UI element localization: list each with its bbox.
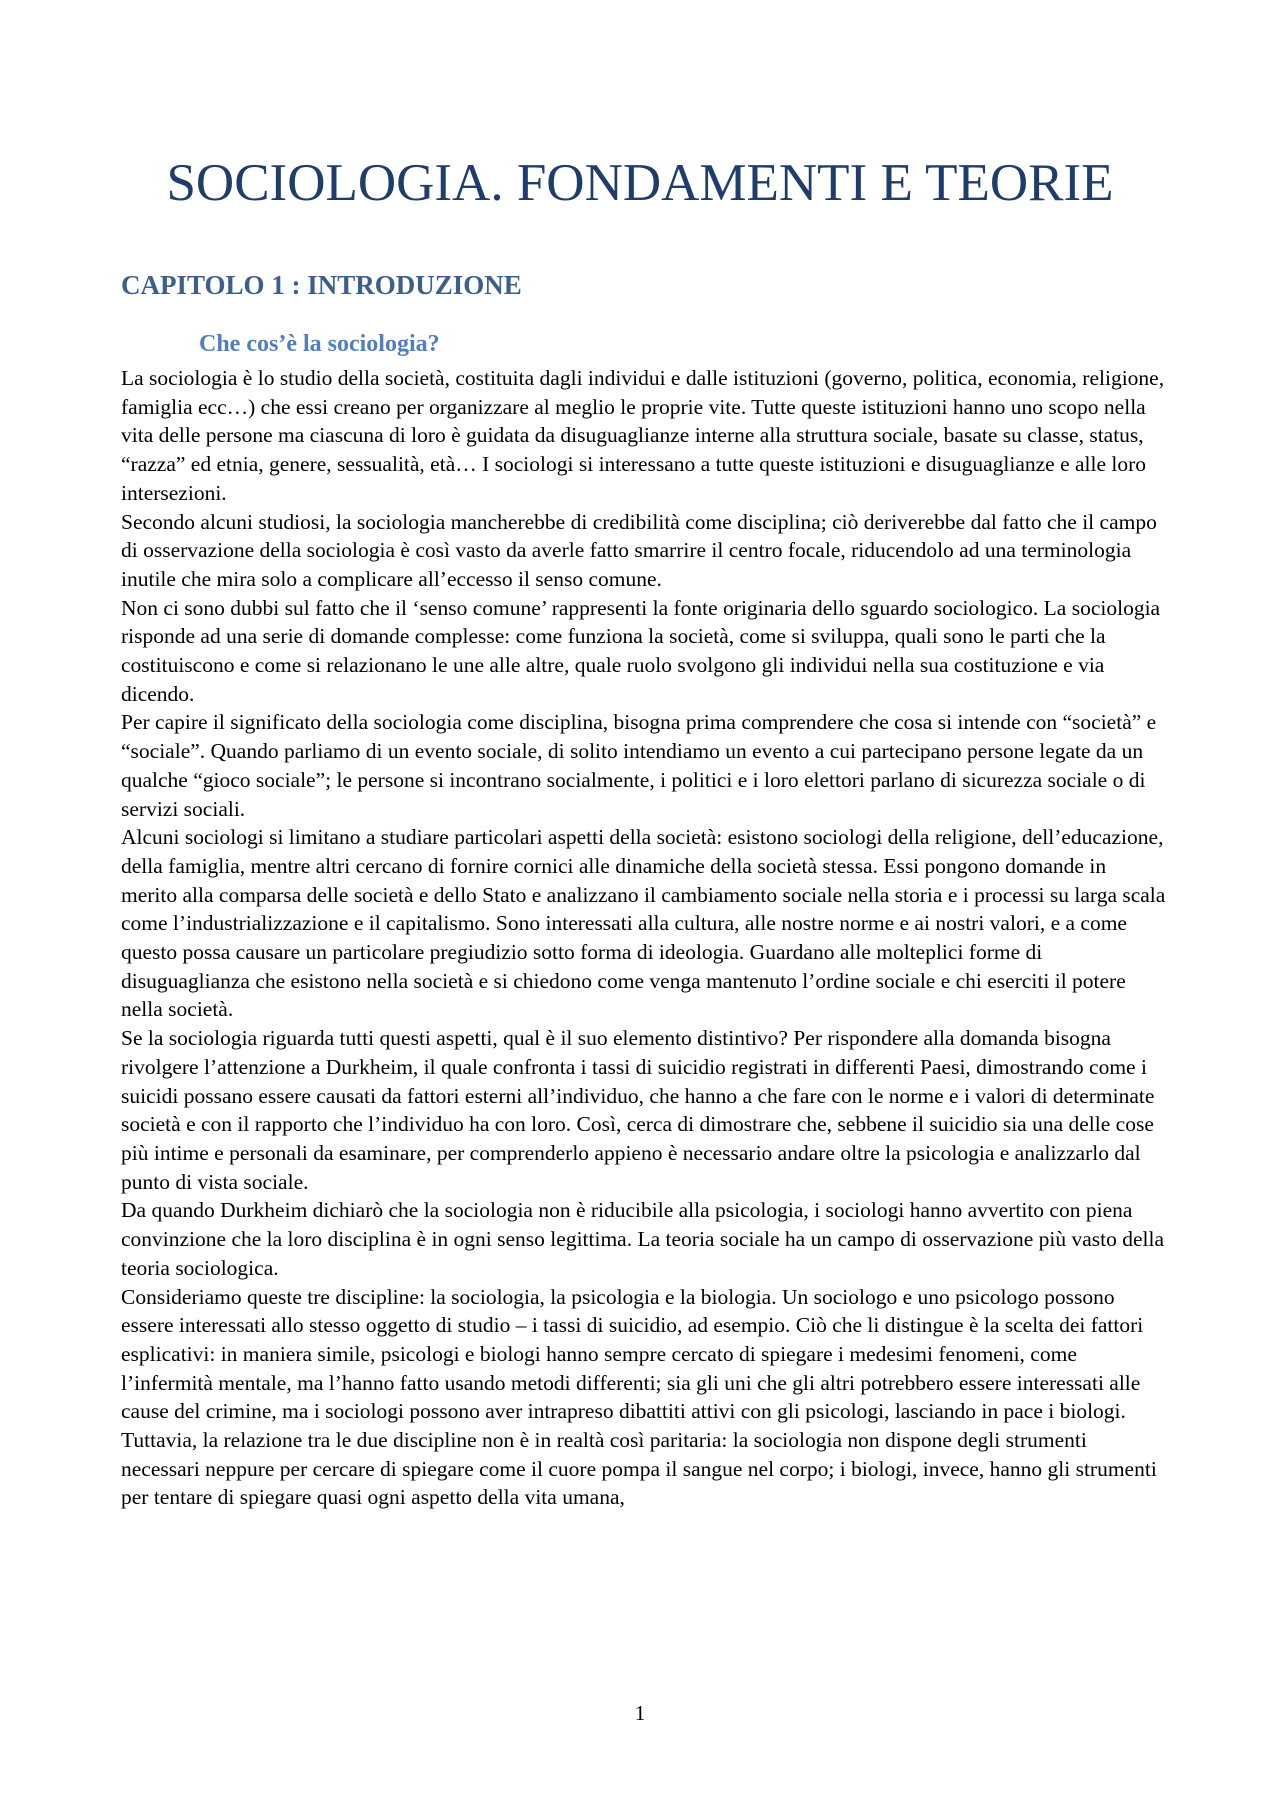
chapter-heading: CAPITOLO 1 : INTRODUZIONE: [121, 270, 522, 300]
body-text: [121, 364, 1166, 1512]
paragraph: Non ci sono dubbi sul fatto che il ‘senso comune’ rappresenti la fonte originaria dello sguardo sociologico. La sociologia risponde ad una serie di domande complesse: come funziona la società, come si sviluppa, quali sono le parti che la costituiscono e come si relazionano le une alle altre, quale ruolo svolgono gli individui nella sua costituzione e via dicendo.: [121, 595, 1161, 706]
document-title: SOCIOLOGIA. FONDAMENTI E TEORIE: [166, 154, 1114, 212]
paragraph: Da quando Durkheim dichiarò che la sociologia non è riducibile alla psicologia, i sociologi hanno avvertito con piena convinzione che la loro disciplina è in ogni senso legittima. La teoria sociale ha un campo di osservazione più vasto della teoria sociologica.: [121, 1198, 1165, 1280]
page-number: 1: [634, 1701, 646, 1725]
paragraph: Consideriamo queste tre discipline: la sociologia, la psicologia e la biologia. Un sociologo e uno psicologo possono essere interessati allo stesso oggetto di studio – i tassi di suicidio, ad esempio. Ciò che li distingue è la scelta dei fattori esplicativi: in maniera simile, psicologi e biologi hanno sempre cercato di spiegare i medesimi fenomeni, come l’infermità mentale, ma l’hanno fatto usando metodi differenti; sia gli uni che gli altri potrebbero essere interessati alle cause del crimine, ma i sociologi possono aver intrapreso dibattiti attivi con gli psicologi, lasciando in pace i biologi.: [121, 1284, 1144, 1424]
paragraph: Alcuni sociologi si limitano a studiare particolari aspetti della società: esistono sociologi della religione, dell’educazione, della famiglia, mentre altri cercano di fornire cornici alle dinamiche della società stessa. Essi pongono domande in merito alla comparsa delle società e dello Stato e analizzano il cambiamento sociale nella storia e i processi su larga scala come l’industrializzazione e il capitalismo. Sono interessati alla cultura, alle nostre norme e ai nostri valori, e a come questo possa causare un particolare pregiudizio sotto forma di ideologia. Guardano alle molteplici forme di disuguaglianza che esistono nella società e si chiedono come venga mantenuto l’ordine sociale e chi eserciti il potere nella società.: [121, 825, 1166, 1022]
paragraph: Per capire il significato della sociologia come disciplina, bisogna prima comprendere che cosa si intende con “società” e “sociale”. Quando parliamo di un evento sociale, di solito intendiamo un evento a cui partecipano persone legate da un qualche “gioco sociale”; le persone si incontrano socialmente, i politici e i loro elettori parlano di sicurezza sociale o di servizi sociali.: [121, 710, 1157, 821]
section-heading: Che cos’è la sociologia?: [199, 331, 440, 357]
paragraph: Se la sociologia riguarda tutti questi aspetti, qual è il suo elemento distintivo? Per rispondere alla domanda bisogna rivolgere l’attenzione a Durkheim, il quale confronta i tassi di suicidio registrati in differenti Paesi, dimostrando come i suicidi possano essere causati da fattori esterni all’individuo, che hanno a che fare con le norme e i valori di determinate società e con il rapporto che l’individuo ha con loro. Così, cerca di dimostrare che, sebbene il suicidio sia una delle cose più intime e personali da esaminare, per comprenderlo appieno è necessario andare oltre la psicologia e analizzarlo dal punto di vista sociale.: [121, 1026, 1155, 1194]
paragraph: Tuttavia, la relazione tra le due discipline non è in realtà così paritaria: la sociologia non dispone degli strumenti necessari neppure per cercare di spiegare come il cuore pompa il sangue nel corpo; i biologi, invece, hanno gli strumenti per tentare di spiegare quasi ogni aspetto della vita umana,: [121, 1428, 1157, 1510]
paragraph: Secondo alcuni studiosi, la sociologia mancherebbe di credibilità come disciplina; ciò deriverebbe dal fatto che il campo di osservazione della sociologia è così vasto da averle fatto smarrire il centro focale, riducendolo ad una terminologia inutile che mira solo a complicare all’eccesso il senso comune.: [121, 509, 1157, 591]
paragraph: La sociologia è lo studio della società, costituita dagli individui e dalle istituzioni (governo, politica, economia, religione, famiglia ecc…) che essi creano per organizzare al meglio le proprie vite. Tutte queste istituzioni hanno uno scopo nella vita delle persone ma ciascuna di loro è guidata da disuguaglianze interne alla struttura sociale, basate su classe, status, “razza” ed etnia, genere, sessualità, età… I sociologi si interessano a tutte queste istituzioni e disuguaglianze e alle loro intersezioni.: [121, 366, 1165, 505]
